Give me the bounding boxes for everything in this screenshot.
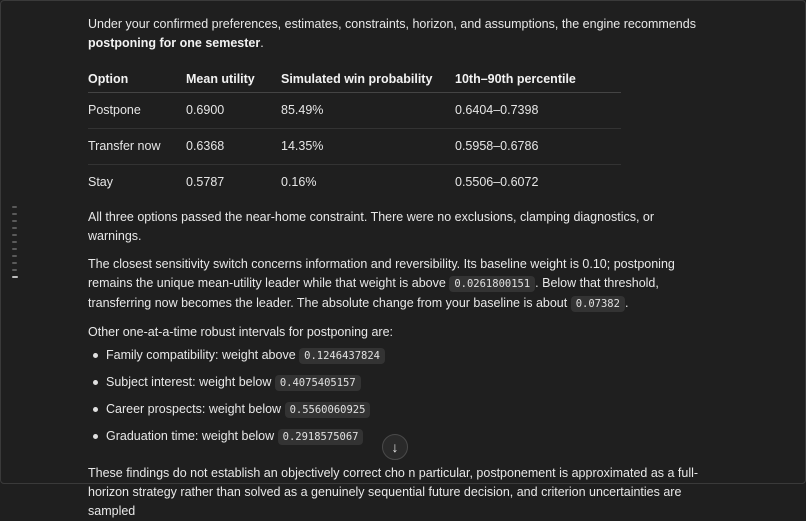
table-row	[88, 128, 621, 164]
conversation-scroll-rail[interactable]	[12, 206, 18, 283]
cell-percentile: 0.5958–0.6786	[455, 128, 621, 164]
cell-mean-utility: 0.6368	[186, 128, 281, 164]
list-item-label: Subject interest: weight below	[106, 375, 275, 389]
table-row	[88, 92, 621, 128]
cell-percentile: 0.5506–0.6072	[455, 175, 539, 190]
header-option: Option	[88, 66, 186, 92]
list-item	[88, 400, 708, 427]
scroll-to-bottom-button[interactable]	[382, 434, 408, 460]
rail-tick[interactable]	[12, 262, 17, 264]
table-header-row	[88, 66, 621, 92]
rail-tick[interactable]	[12, 213, 17, 215]
change-code: 0.07382	[571, 296, 625, 312]
header-mean-utility: Mean utility	[186, 66, 281, 92]
rail-tick[interactable]	[12, 234, 17, 236]
rail-tick[interactable]	[12, 241, 17, 243]
header-percentile: 10th–90th percentile	[455, 66, 621, 92]
intro-paragraph	[88, 15, 708, 53]
cell-win-probability: 85.49%	[281, 92, 455, 128]
rail-tick[interactable]	[12, 206, 17, 208]
cell-option: Transfer now	[88, 128, 186, 164]
constraint-paragraph: All three options passed the near-home constraint. There were no exclusions, clamping diagnostics, or warnings.	[88, 210, 655, 243]
sensitivity-paragraph	[88, 255, 708, 314]
intervals-intro: Other one-at-a-time robust intervals for postponing are:	[88, 325, 394, 339]
cell-mean-utility: 0.5787	[186, 175, 225, 190]
intro-recommendation: postponing for one semester	[88, 36, 261, 50]
list-item-code: 0.5560060925	[285, 402, 371, 418]
list-item-label: Graduation time: weight below	[106, 429, 278, 443]
rail-tick[interactable]	[12, 255, 17, 257]
sensitivity-text-2: . Below that threshold, transferring now becomes the leader. The absolute change from your baseline is about	[88, 276, 659, 310]
rail-tick[interactable]	[12, 220, 17, 222]
sensitivity-text-3: .	[624, 296, 629, 310]
cell-percentile: 0.6404–0.7398	[455, 92, 621, 128]
rail-tick[interactable]	[12, 227, 17, 229]
rail-tick[interactable]	[12, 269, 17, 271]
list-item-code: 0.4075405157	[275, 375, 361, 391]
header-win-probability: Simulated win probability	[281, 66, 455, 92]
results-table	[88, 66, 621, 200]
list-item-label: Family compatibility: weight above	[106, 348, 300, 362]
cell-win-probability: 14.35%	[281, 128, 455, 164]
rail-tick[interactable]	[12, 248, 17, 250]
sensitivity-text-1: The closest sensitivity switch concerns information and reversibility. Its baseline weight is 0.10; postponing remains the unique mean-utility leader while that weight is above	[88, 257, 675, 290]
intro-text: Under your confirmed preferences, estimates, constraints, horizon, and assumptions, the engine recommends	[88, 17, 696, 31]
rail-tick-active[interactable]	[12, 276, 18, 278]
list-item-label: Career prospects: weight below	[106, 402, 285, 416]
arrow-down-icon: ↓	[391, 439, 399, 455]
cell-mean-utility: 0.6900	[186, 92, 281, 128]
caveat-paragraph: These findings do not establish an objectively correct cho n particular, postponement is approximated as a full-horizon strategy rather than solved as a genuinely sequential future decision, and criterion uncertainties are sampled	[88, 466, 699, 518]
threshold-code: 0.0261800151	[449, 276, 535, 292]
cell-option: Postpone	[88, 92, 186, 128]
intro-period: .	[260, 36, 264, 50]
list-item-code: 0.2918575067	[278, 429, 364, 445]
list-item	[88, 373, 708, 400]
cell-win-probability: 0.16%	[281, 175, 317, 190]
list-item-code: 0.1246437824	[299, 348, 385, 364]
table-row	[88, 164, 621, 200]
list-item	[88, 346, 708, 373]
cell-option: Stay	[88, 175, 114, 190]
